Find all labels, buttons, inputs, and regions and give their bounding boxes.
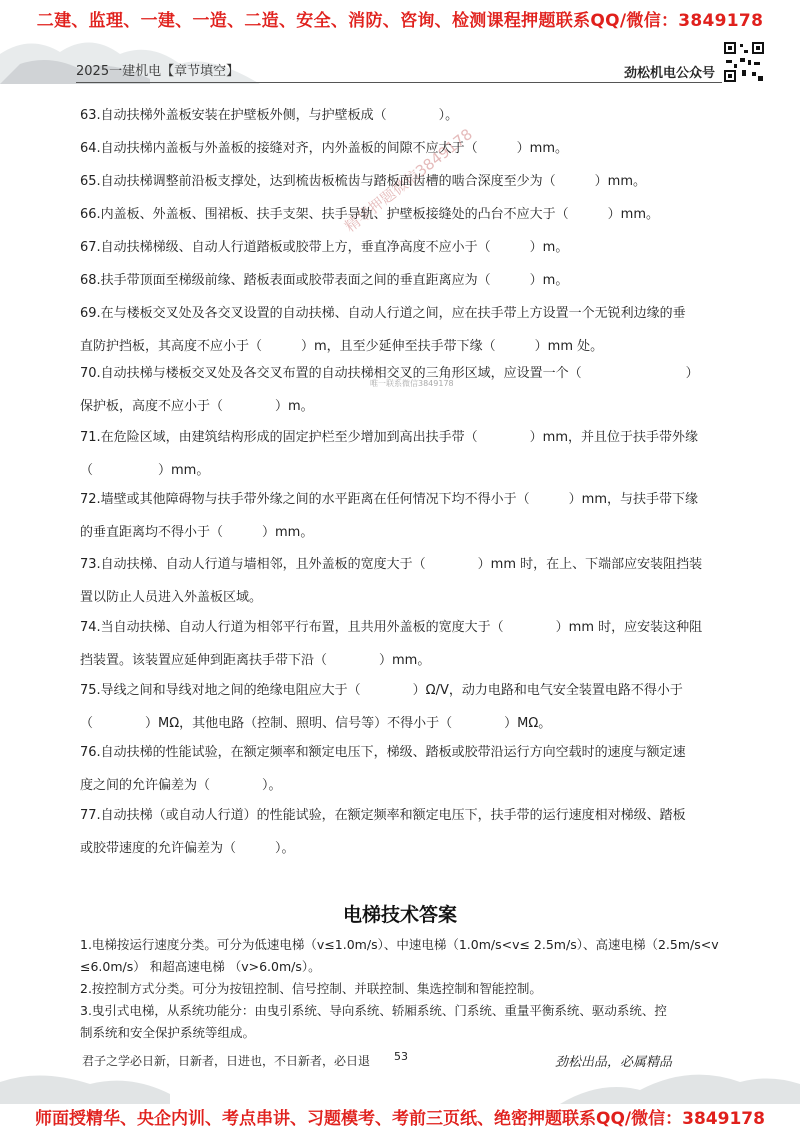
question-text: 70.自动扶梯与楼板交叉处及各交叉布置的自动扶梯相交叉的三角形区域，应设置一个（ ）: [80, 366, 699, 381]
question-text: 69.在与楼板交叉处及各交叉设置的自动扶梯、自动人行道之间，应在扶手带上方设置一个无锐利边缘的垂: [80, 306, 686, 321]
footer-slogan: 劲松出品，必属精品: [555, 1055, 673, 1070]
watermark-text: 精华押题微信3849178: [341, 125, 476, 236]
question-item: [80, 198, 720, 231]
qr-code-icon: [722, 40, 766, 84]
question-text-continued: 挡装置。该装置应延伸到距离扶手带下沿（ ）mm。: [80, 653, 431, 668]
question-text: 64.自动扶梯内盖板与外盖板的接缝对齐，内外盖板的间隙不应大于（ ）mm。: [80, 141, 569, 156]
question-text-continued: 置以防止人员进入外盖板区域。: [80, 590, 263, 605]
question-text: 73.自动扶梯、自动人行道与墙相邻，且外盖板的宽度大于（ ）mm 时，在上、下端部应安装阻挡装: [80, 557, 703, 572]
header-account-name: 劲松机电公众号: [624, 66, 716, 81]
question-text: 65.自动扶梯调整前沿板支撑处，达到梳齿板梳齿与踏板面齿槽的啮合深度至少为（ ）mm。: [80, 174, 647, 189]
question-item: [80, 674, 720, 740]
question-text: 74.当自动扶梯、自动人行道为相邻平行布置，且共用外盖板的宽度大于（ ）mm 时，应安装这种阻: [80, 620, 703, 635]
answer-line: 1.电梯按运行速度分类。可分为低速电梯（v≤1.0m/s）、中速电梯（1.0m/s<v≤ 2.5m/s）、高速电梯（2.5m/s<v: [80, 937, 719, 952]
question-item: [80, 548, 720, 614]
question-text: 66.内盖板、外盖板、围裙板、扶手支架、扶手导轨、护壁板接缝处的凸台不应大于（ ）mm。: [80, 207, 660, 222]
footer-motto: 君子之学必日新，日新者，日进也，不日新者，必日退: [82, 1054, 371, 1068]
mountain-illustration-bottom: [0, 1060, 800, 1104]
question-text: 76.自动扶梯的性能试验，在额定频率和额定电压下，梯级、踏板或胶带沿运行方向空载时的速度与额定速: [80, 745, 686, 760]
question-text: 67.自动扶梯梯级、自动人行道踏板或胶带上方，垂直净高度不应小于（ ）m。: [80, 240, 569, 255]
header-divider: [76, 82, 766, 83]
question-item: [80, 264, 720, 297]
question-item: [80, 799, 720, 865]
question-item: [80, 231, 720, 264]
question-item: [80, 297, 720, 363]
question-text-continued: 或胶带速度的允许偏差为（ ）。: [80, 841, 295, 856]
answer-line: 2.按控制方式分类。可分为按钮控制、信号控制、并联控制、集选控制和智能控制。: [80, 981, 542, 996]
header-title: 2025一建机电【章节填空】: [76, 64, 240, 79]
question-text: 75.导线之间和导线对地之间的绝缘电阻应大于（ ）Ω/V，动力电路和电气安全装置电路不得小于: [80, 683, 683, 698]
question-item: [80, 99, 720, 132]
question-item: [80, 483, 720, 549]
question-text: 71.在危险区域，由建筑结构形成的固定护栏至少增加到高出扶手带（ ）mm，并且位于扶手带外缘: [80, 430, 699, 445]
question-text: 63.自动扶梯外盖板安装在护壁板外侧，与护壁板成（ ）。: [80, 108, 459, 123]
answer-line: ≤6.0m/s） 和超高速电梯 （v>6.0m/s）。: [80, 959, 321, 974]
question-text-continued: 直防护挡板，其高度不应小于（ ）m，且至少延伸至扶手带下缘（ ）mm 处。: [80, 339, 604, 354]
question-item: [80, 736, 720, 802]
page-number: 53: [394, 1050, 408, 1063]
question-item: [80, 165, 720, 198]
promo-banner-top: 二建、监理、一建、一造、二造、安全、消防、咨询、检测课程押题联系QQ/微信：3849178: [36, 11, 764, 31]
question-item: [80, 421, 720, 487]
answer-line: 制系统和安全保护系统等组成。: [80, 1025, 256, 1040]
question-item: [80, 611, 720, 677]
answers-heading: 电梯技术答案: [342, 904, 457, 926]
promo-banner-bottom: 师面授精华、央企内训、考点串讲、习题模考、考前三页纸、绝密押题联系QQ/微信：3849178: [35, 1109, 765, 1129]
question-item: [80, 357, 720, 423]
question-text: 77.自动扶梯（或自动人行道）的性能试验，在额定频率和额定电压下，扶手带的运行速度相对梯级、踏板: [80, 808, 686, 823]
question-text-continued: 的垂直距离均不得小于（ ）mm。: [80, 525, 314, 540]
question-text-continued: 度之间的允许偏差为（ ）。: [80, 778, 282, 793]
answer-line: 3.曳引式电梯，从系统功能分：由曳引系统、导向系统、轿厢系统、门系统、重量平衡系统、驱动系统、控: [80, 1003, 667, 1018]
question-text-continued: 保护板，高度不应小于（ ）m。: [80, 399, 314, 414]
question-text-continued: （ ）mm。: [80, 463, 210, 478]
question-text-continued: （ ）MΩ，其他电路（控制、照明、信号等）不得小于（ ）MΩ。: [80, 716, 552, 731]
question-item: [80, 132, 720, 165]
question-text: 68.扶手带顶面至梯级前缘、踏板表面或胶带表面之间的垂直距离应为（ ）m。: [80, 273, 569, 288]
question-text: 72.墙壁或其他障碍物与扶手带外缘之间的水平距离在任何情况下均不得小于（ ）mm，与扶手带下缘: [80, 492, 699, 507]
watermark-small-text: 唯一联系微信3849178: [370, 379, 454, 388]
